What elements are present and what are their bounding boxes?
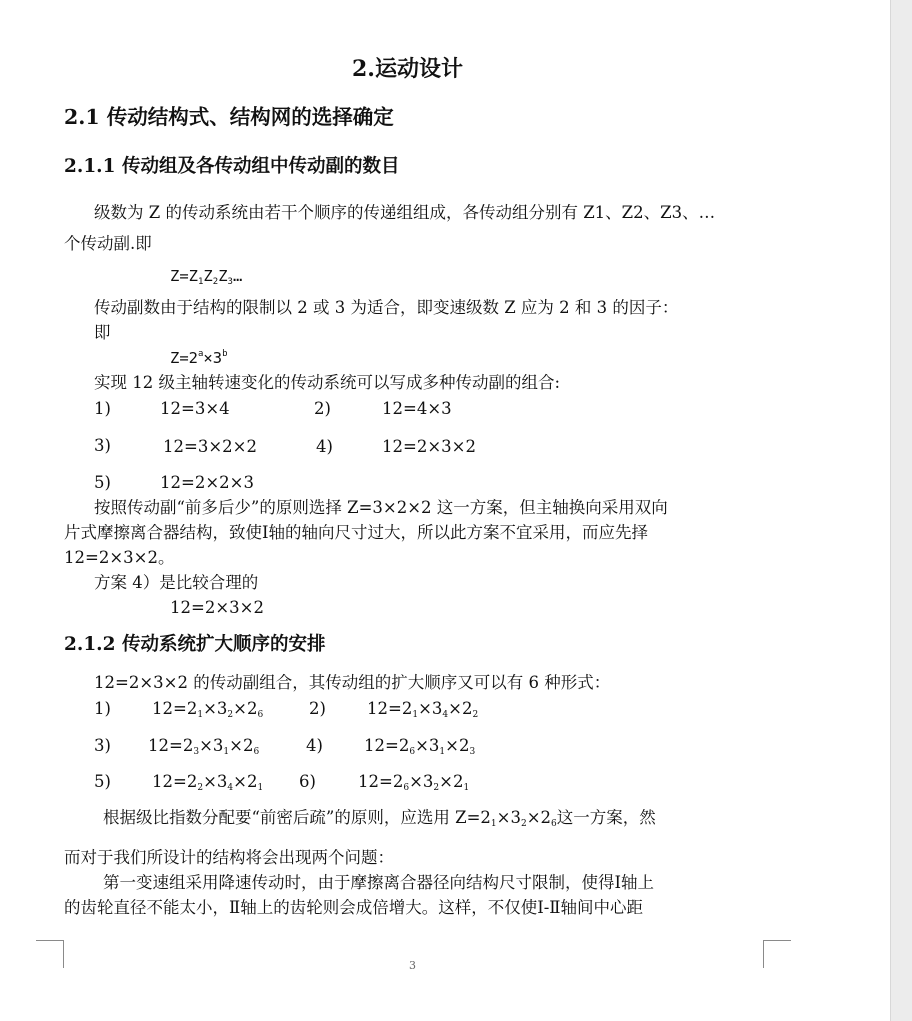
page-number: 3 — [409, 959, 416, 972]
crop-mark-left — [63, 940, 64, 968]
chapter-title: 2.运动设计 — [352, 56, 463, 82]
form-formula: $12=2_6\times 3_1\times 2_3$ — [364, 736, 476, 757]
form-formula: $12=2_1\times 3_2\times 2_6$ — [152, 699, 264, 720]
form-formula: $12=2_2\times 3_4\times 2_1$ — [152, 772, 264, 793]
paragraph-line: 第一变速组采用降速传动时，由于摩擦离合器径向结构尺寸限制，使得Ⅰ轴上 — [103, 873, 655, 892]
crop-mark-right — [763, 940, 791, 941]
formula-z-product: $Z=Z_1Z_2Z_3\dots$ — [170, 267, 243, 287]
scrollbar-gutter[interactable] — [890, 0, 912, 1021]
paragraph-line: 方案 4）是比较合理的 — [94, 573, 259, 592]
option-formula: 12=3×2×2 — [163, 437, 257, 456]
option-formula: 12=2×3×2 — [170, 598, 264, 617]
section-heading-2-1: 2.1 传动结构式、结构网的选择确定 — [64, 105, 394, 129]
paragraph-line: 级数为 Z 的传动系统由若干个顺序的传递组组成，各传动组分别有 Z1、Z2、Z3、… — [94, 203, 716, 222]
paragraph-line: 而对于我们所设计的结构将会出现两个问题： — [64, 848, 394, 867]
option-label: 1) — [94, 399, 111, 418]
option-label: 3) — [94, 436, 111, 455]
formula-z-power: $Z=2^a\times 3^b$ — [170, 349, 228, 367]
paragraph-line: 根据级比指数分配要“前密后疏”的原则，应选用 $Z=2_1\times 3_2\times 2_6$这一方案，然 — [103, 808, 656, 829]
form-label: 2) — [309, 699, 326, 718]
option-formula: 12=2×3×2 — [382, 437, 476, 456]
option-label: 4) — [316, 437, 333, 456]
paragraph-line: 的齿轮直径不能太小，Ⅱ轴上的齿轮则会成倍增大。这样，不仅使Ⅰ-Ⅱ轴间中心距 — [64, 898, 644, 917]
paragraph-line: 传动副数由于结构的限制以 2 或 3 为适合，即变速级数 Z 应为 2 和 3 的因子： — [94, 298, 679, 317]
paragraph-line: 个传动副.即 — [64, 234, 152, 253]
form-label: 6) — [299, 772, 316, 791]
paragraph-line: 实现 12 级主轴转速变化的传动系统可以写成多种传动副的组合: — [94, 373, 561, 392]
paragraph-line: 按照传动副“前多后少”的原则选择 Z=3×2×2 这一方案，但主轴换向采用双向 — [94, 498, 668, 517]
paragraph-line: 片式摩擦离合器结构，致使Ⅰ轴的轴向尺寸过大，所以此方案不宜采用，而应先择 — [64, 523, 649, 542]
form-formula: $12=2_1\times 3_4\times 2_2$ — [367, 699, 479, 720]
form-label: 4) — [306, 736, 323, 755]
option-formula: 12=4×3 — [382, 399, 452, 418]
section-heading-2-1-1: 2.1.1 传动组及各传动组中传动副的数目 — [64, 156, 400, 177]
crop-mark-left — [36, 940, 64, 941]
paragraph-line: 12=2×3×2 的传动副组合，其传动组的扩大顺序又可以有 6 种形式： — [94, 673, 611, 692]
paragraph-line: 即 — [94, 323, 111, 342]
option-formula: 12=2×2×3 — [160, 473, 254, 492]
crop-mark-right — [763, 940, 764, 968]
form-label: 1) — [94, 699, 111, 718]
form-label: 5) — [94, 772, 111, 791]
paragraph-line: 12=2×3×2。 — [64, 548, 175, 567]
option-label: 5) — [94, 473, 111, 492]
option-formula: 12=3×4 — [160, 399, 230, 418]
section-heading-2-1-2: 2.1.2 传动系统扩大顺序的安排 — [64, 634, 326, 655]
option-label: 2) — [314, 399, 331, 418]
form-formula: $12=2_6\times 3_2\times 2_1$ — [358, 772, 470, 793]
form-formula: $12=2_3\times 3_1\times 2_6$ — [148, 736, 260, 757]
form-label: 3) — [94, 736, 111, 755]
